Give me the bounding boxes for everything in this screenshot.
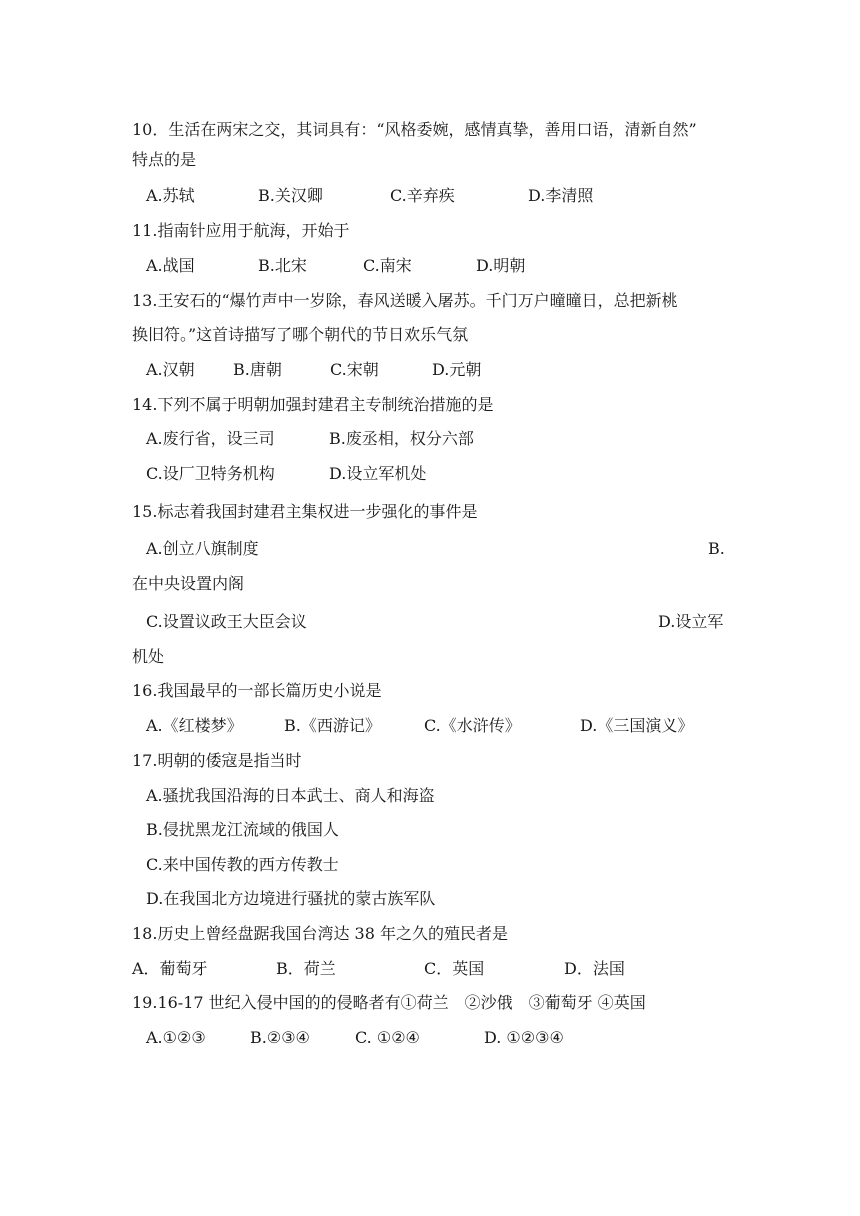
question-16-stem: 16.我国最早的一部长篇历史小说是 — [132, 681, 382, 700]
question-15-option-d-tail: 机处 — [132, 647, 165, 666]
question-10-option-b: B.关汉卿 — [258, 186, 323, 205]
question-13-option-d: D.元朝 — [432, 360, 482, 379]
question-15-stem: 15.标志着我国封建君主集权进一步强化的事件是 — [132, 502, 478, 521]
question-10-option-a: A.苏轼 — [146, 186, 195, 205]
question-15-option-d-head: D.设立军 — [658, 612, 724, 631]
question-15-option-c: C.设置议政王大臣会议 — [146, 612, 307, 631]
question-18-option-a: A．葡萄牙 — [132, 959, 208, 978]
question-19-option-a: A.①②③ — [146, 1028, 206, 1047]
question-17-option-b: B.侵扰黑龙江流域的俄国人 — [146, 820, 339, 839]
question-11-option-a: A.战国 — [146, 256, 195, 275]
question-16-option-a: A.《红楼梦》 — [146, 716, 243, 735]
question-10-option-c: C.辛弃疾 — [390, 186, 455, 205]
question-14-option-a: A.废行省，设三司 — [146, 429, 275, 448]
question-18-option-d: D．法国 — [564, 959, 625, 978]
question-13-stem-cont: 换旧符。”这首诗描写了哪个朝代的节日欢乐气氛 — [132, 325, 469, 344]
question-16-option-c: C.《水浒传》 — [424, 716, 521, 735]
question-13-option-b: B.唐朝 — [233, 360, 282, 379]
question-19-option-b: B.②③④ — [250, 1028, 310, 1047]
question-10-option-d: D.李清照 — [528, 186, 594, 205]
question-13-option-a: A.汉朝 — [146, 360, 195, 379]
question-11-option-c: C.南宋 — [363, 256, 412, 275]
question-13-stem: 13.王安石的“爆竹声中一岁除，春风送暖入屠苏。千门万户曈曈日，总把新桃 — [132, 291, 678, 310]
question-10-stem-cont: 特点的是 — [132, 150, 197, 169]
question-11-option-d: D.明朝 — [476, 256, 526, 275]
question-11-option-b: B.北宋 — [258, 256, 307, 275]
question-11-stem: 11.指南针应用于航海，开始于 — [132, 221, 350, 240]
question-15-option-b-text: 在中央设置内阁 — [132, 574, 245, 593]
question-17-option-d: D.在我国北方边境进行骚扰的蒙古族军队 — [146, 889, 436, 908]
question-18-stem: 18.历史上曾经盘踞我国台湾达 38 年之久的殖民者是 — [132, 924, 508, 943]
question-14-stem: 14.下列不属于明朝加强封建君主专制统治措施的是 — [132, 395, 494, 414]
question-19-option-c: C. ①②④ — [355, 1028, 420, 1047]
question-14-option-b: B.废丞相，权分六部 — [329, 429, 474, 448]
question-15-option-a: A.创立八旗制度 — [146, 539, 259, 558]
question-17-option-a: A.骚扰我国沿海的日本武士、商人和海盗 — [146, 786, 435, 805]
question-19-option-d: D. ①②③④ — [484, 1028, 564, 1047]
question-17-stem: 17.明朝的倭寇是指当时 — [132, 751, 302, 770]
question-18-option-c: C．英国 — [424, 959, 485, 978]
question-19-stem: 19.16-17 世纪入侵中国的的侵略者有①荷兰 ②沙俄 ③葡萄牙 ④英国 — [132, 993, 646, 1012]
question-13-option-c: C.宋朝 — [330, 360, 379, 379]
question-10-stem: 10．生活在两宋之交，其词具有：“风格委婉，感情真挚，善用口语，清新自然” — [132, 120, 697, 139]
question-14-option-d: D.设立军机处 — [329, 464, 427, 483]
question-15-option-b-label: B. — [708, 539, 725, 558]
question-14-option-c: C.设厂卫特务机构 — [146, 464, 275, 483]
question-16-option-b: B.《西游记》 — [284, 716, 381, 735]
question-18-option-b: B．荷兰 — [276, 959, 336, 978]
question-16-option-d: D.《三国演义》 — [580, 716, 694, 735]
question-17-option-c: C.来中国传教的西方传教士 — [146, 855, 339, 874]
